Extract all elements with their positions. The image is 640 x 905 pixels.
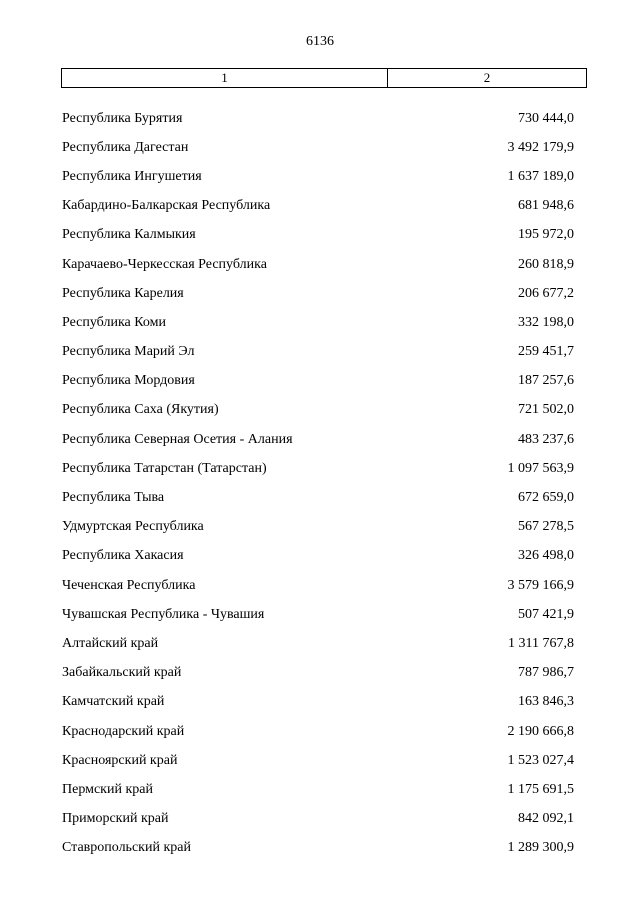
region-value: 730 444,0 (518, 110, 574, 126)
region-name: Республика Хакасия (62, 548, 184, 564)
region-value: 2 190 666,8 (507, 723, 574, 739)
region-name: Приморский край (62, 811, 169, 827)
region-value: 507 421,9 (518, 606, 574, 622)
region-value: 260 818,9 (518, 256, 574, 272)
region-name: Республика Ингушетия (62, 168, 202, 184)
region-name: Республика Татарстан (Татарстан) (62, 460, 267, 476)
region-name: Удмуртская Республика (62, 519, 204, 535)
table-row (62, 104, 574, 133)
region-value: 195 972,0 (518, 227, 574, 243)
region-name: Республика Марий Эл (62, 344, 195, 360)
region-value-list (62, 104, 574, 863)
region-value: 721 502,0 (518, 402, 574, 418)
table-row (62, 308, 574, 337)
region-value: 1 289 300,9 (507, 840, 574, 856)
region-name: Ставропольский край (62, 840, 191, 856)
region-value: 1 097 563,9 (507, 460, 574, 476)
column-header-2: 2 (483, 70, 491, 85)
region-name: Республика Карелия (62, 285, 184, 301)
region-name: Республика Калмыкия (62, 227, 196, 243)
region-name: Республика Тыва (62, 490, 165, 506)
region-name: Республика Мордовия (62, 373, 195, 389)
region-name: Алтайский край (62, 635, 159, 651)
table-row (62, 746, 574, 775)
region-value: 163 846,3 (518, 694, 574, 710)
table-row (62, 571, 574, 600)
table-row (62, 775, 574, 804)
table-row (62, 221, 574, 250)
region-value: 1 311 767,8 (508, 635, 574, 651)
table-row (62, 279, 574, 308)
region-value: 326 498,0 (518, 548, 574, 564)
table-row (62, 425, 574, 454)
region-name: Краснодарский край (62, 723, 185, 739)
region-name: Республика Северная Осетия - Алания (62, 431, 293, 447)
table-row (62, 513, 574, 542)
region-name: Республика Дагестан (62, 139, 189, 155)
region-value: 187 257,6 (518, 373, 574, 389)
table-row (62, 396, 574, 425)
region-name: Республика Коми (62, 314, 166, 330)
table-row (62, 717, 574, 746)
region-name: Чувашская Республика - Чувашия (62, 606, 265, 622)
region-name: Карачаево-Черкесская Республика (62, 256, 267, 272)
table-row (62, 688, 574, 717)
table-row (62, 192, 574, 221)
region-name: Красноярский край (62, 752, 178, 768)
region-value: 259 451,7 (518, 344, 574, 360)
region-name: Пермский край (62, 781, 153, 797)
region-name: Республика Саха (Якутия) (62, 402, 219, 418)
table-header (61, 68, 587, 88)
region-value: 1 175 691,5 (507, 781, 574, 797)
region-value: 1 523 027,4 (507, 752, 574, 768)
region-name: Камчатский край (62, 694, 165, 710)
table-row (62, 834, 574, 863)
table-row (62, 629, 574, 658)
region-value: 567 278,5 (518, 519, 574, 535)
region-value: 206 677,2 (518, 285, 574, 301)
page-number: 6136 (306, 34, 334, 49)
table-row (62, 367, 574, 396)
table-row (62, 542, 574, 571)
region-name: Чеченская Республика (62, 577, 196, 593)
region-value: 787 986,7 (518, 665, 574, 681)
region-value: 842 092,1 (518, 811, 574, 827)
region-value: 3 492 179,9 (507, 139, 574, 155)
table-row (62, 454, 574, 483)
region-value: 672 659,0 (518, 490, 574, 506)
region-name: Республика Бурятия (62, 110, 183, 126)
table-row (62, 338, 574, 367)
region-name: Кабардино-Балкарская Республика (62, 198, 271, 214)
table-row (62, 162, 574, 191)
table-row (62, 250, 574, 279)
region-value: 483 237,6 (518, 431, 574, 447)
region-value: 332 198,0 (518, 314, 574, 330)
table-row (62, 805, 574, 834)
table-row (62, 483, 574, 512)
region-name: Забайкальский край (62, 665, 182, 681)
table-row (62, 133, 574, 162)
region-value: 681 948,6 (518, 198, 574, 214)
table-row (62, 600, 574, 629)
column-header-1: 1 (62, 69, 388, 87)
region-value: 1 637 189,0 (507, 168, 574, 184)
table-row (62, 659, 574, 688)
region-value: 3 579 166,9 (507, 577, 574, 593)
